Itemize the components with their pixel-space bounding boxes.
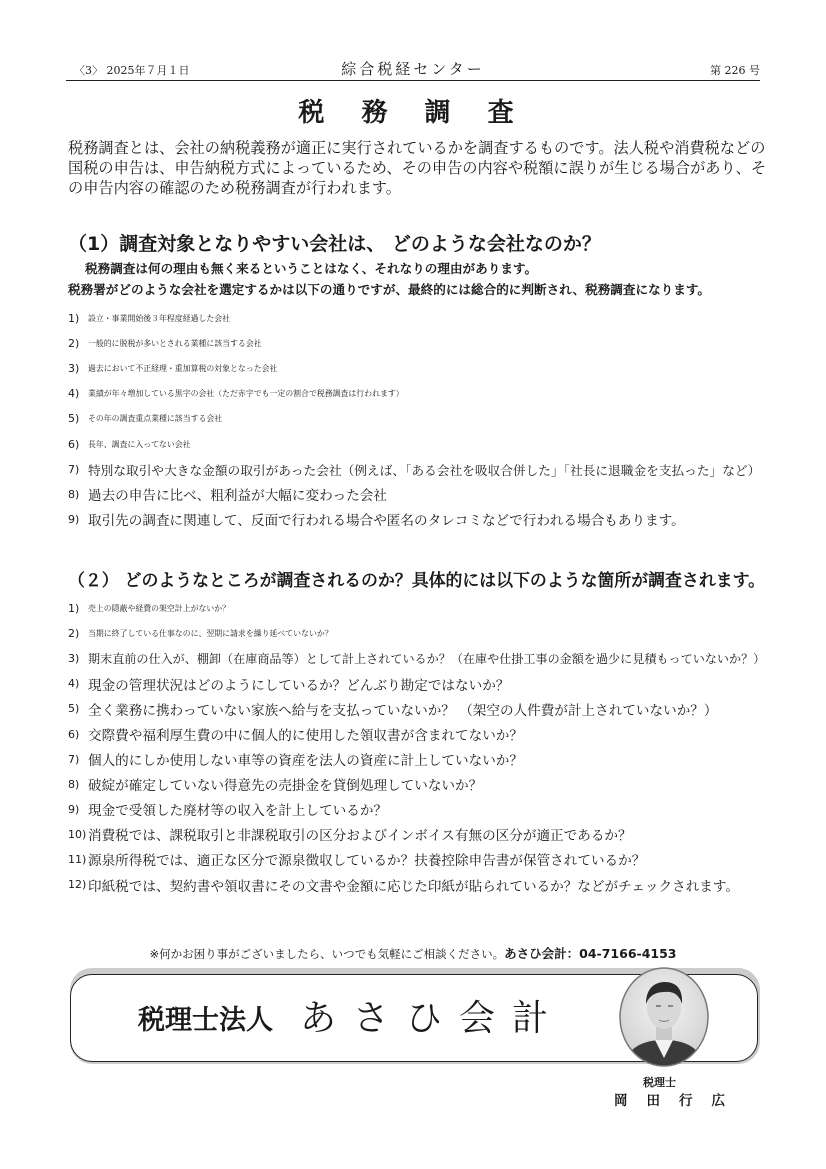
section1-heading: （1）調査対象となりやすい会社は、 どのような会社なのか？ — [68, 233, 601, 255]
list-item-number: 1) — [68, 602, 80, 616]
list-item-number: 7) — [68, 752, 80, 766]
header-divider — [66, 80, 760, 81]
section1-note-2: 税務署がどのような会社を選定するかは以下の通りですが、最終的には総合的に判断され、税務調査になります。 — [68, 282, 711, 297]
list-item — [68, 721, 765, 746]
issue-number: 第 226 号 — [710, 64, 760, 77]
list-item — [68, 507, 760, 532]
list-item-text: 特別な取引や大きな金額の取引があった会社（例えば、「ある会社を吸収合併した」「社長に退職金を支払った」など） — [88, 462, 761, 478]
page-title: 税 務 調 査 — [298, 98, 528, 128]
list-item — [68, 457, 760, 482]
list-item — [68, 872, 765, 897]
accountant-name: 岡田行広 — [614, 1093, 744, 1109]
list-item-number: 12) — [68, 878, 87, 892]
list-item-text: 個人的にしか使用しない車等の資産を法人の資産に計上していないか？ — [88, 753, 523, 770]
list-item-number: 11) — [68, 852, 87, 866]
list-item-number: 5) — [68, 412, 80, 426]
list-item-text: 当期に終了している仕事なのに、翌期に請求を繰り延べていないか？ — [88, 629, 333, 639]
list-item-text: 売上の隠蔽や経費の架空計上がないか？ — [88, 604, 231, 614]
firm-name: あさひ会計 — [300, 998, 566, 1039]
list-item-text: 長年、調査に入ってない会社 — [88, 439, 191, 449]
list-item — [68, 356, 760, 381]
list-item-number: 5) — [68, 702, 80, 716]
list-item — [68, 381, 760, 406]
list-item-number: 1) — [68, 312, 80, 326]
list-item-text: 過去において不正経理・重加算税の対象となった会社 — [88, 364, 278, 374]
list-item-number: 7) — [68, 462, 80, 476]
list-item — [68, 431, 760, 456]
list-item-text: 消費税では、課税取引と非課税取引の区分およびインボイス有無の区分が適正であるか？ — [88, 828, 632, 845]
list-item-text: 設立・事業開始後３年程度経過した会社 — [88, 314, 231, 324]
list-item-text: 交際費や福利厚生費の中に個人的に使用した領収書が含まれてないか？ — [88, 728, 523, 745]
list-item — [68, 671, 765, 696]
list-item — [68, 406, 760, 431]
contact-firm-phone: あさひ会計：04-7166-4153 — [504, 946, 677, 961]
list-item-number: 10) — [68, 827, 87, 841]
list-item-number: 6) — [68, 727, 80, 741]
list-item — [68, 482, 760, 507]
list-item-number: 3) — [68, 362, 80, 376]
list-item-text: 源泉所得税では、適正な区分で源泉徴収しているか？扶養控除申告書が保管されているか？ — [88, 853, 646, 870]
list-item — [68, 621, 765, 646]
list-item-text: 現金の管理状況はどのようにしているか？どんぶり勘定ではないか？ — [88, 677, 510, 694]
section1-note-1: 税務調査は何の理由も無く来るということはなく、それなりの理由があります。 — [85, 261, 538, 276]
list-item-number: 4) — [68, 677, 80, 691]
list-item — [68, 797, 765, 822]
list-item-text: 全く業務に携わっていない家族へ給与を支払っていないか？ （架空の人件費が計上されていないか？） — [88, 702, 718, 719]
page-header — [66, 60, 760, 80]
list-item-text: 現金で受領した廃材等の収入を計上しているか？ — [88, 803, 388, 820]
accountant-title: 税理士 — [643, 1076, 676, 1089]
section2-heading: （２） どのようなところが調査されるのか？具体的には以下のような箇所が調査されます。 — [68, 570, 766, 590]
list-item — [68, 596, 765, 621]
list-item — [68, 747, 765, 772]
tax-accountant-photo — [617, 966, 711, 1068]
list-item-text: 破綻が確定していない得意先の売掛金を貸倒処理していないか？ — [88, 778, 483, 795]
list-item-number: 8) — [68, 487, 80, 501]
list-item-number: 3) — [68, 652, 80, 666]
publication-name: 綜合税経センター — [341, 60, 485, 78]
list-item-text: 業績が年々増加している黒字の会社（ただ赤字でも一定の割合で税務調査は行われます） — [88, 389, 404, 399]
list-item-text: 期末直前の仕入が、棚卸（在庫商品等）として計上されているか？（在庫や仕掛工事の金額を過少に見積もっていないか？） — [88, 652, 766, 667]
issue-date: 〈3〉 2025年７月１日 — [74, 64, 190, 77]
list-item — [68, 822, 765, 847]
list-item-number: 9) — [68, 802, 80, 816]
list-item-text: 印紙税では、契約書や領収書にその文書や金額に応じた印紙が貼られているか？などがチェックされます。 — [88, 878, 740, 895]
list-item-text: 取引先の調査に関連して、反面で行われる場合や匿名のタレコミなどで行われる場合もあります。 — [88, 513, 685, 530]
list-item-text: 過去の申告に比べ、粗利益が大幅に変わった会社 — [88, 488, 387, 505]
list-item-text: 一般的に脱税が多いとされる業種に該当する会社 — [88, 339, 262, 349]
list-item-number: 6) — [68, 437, 80, 451]
list-item-number: 2) — [68, 337, 80, 351]
list-item — [68, 847, 765, 872]
contact-line — [0, 944, 826, 962]
list-item-text: その年の調査重点業種に該当する会社 — [88, 414, 223, 424]
list-item — [68, 306, 760, 331]
firm-type: 税理士法人 — [138, 1005, 273, 1036]
intro-paragraph: 税務調査とは、会社の納税義務が適正に実行されているかを調査するものです。法人税や消費税などの国税の申告は、申告納税方式によっているため、その申告の内容や税額に誤りが生じる場合があり、その申告内容の確認のため税務調査が行われます。 — [68, 139, 767, 197]
list-item — [68, 331, 760, 356]
list-item-number: 9) — [68, 512, 80, 526]
list-item-number: 2) — [68, 627, 80, 641]
list-item — [68, 772, 765, 797]
section1-list — [68, 306, 760, 532]
section2-list — [68, 596, 765, 897]
contact-text: ※何かお困り事がございましたら、いつでも気軽にご相談ください。 — [149, 947, 505, 961]
list-item-number: 8) — [68, 777, 80, 791]
list-item-number: 4) — [68, 387, 80, 401]
list-item — [68, 696, 765, 721]
list-item — [68, 646, 765, 671]
